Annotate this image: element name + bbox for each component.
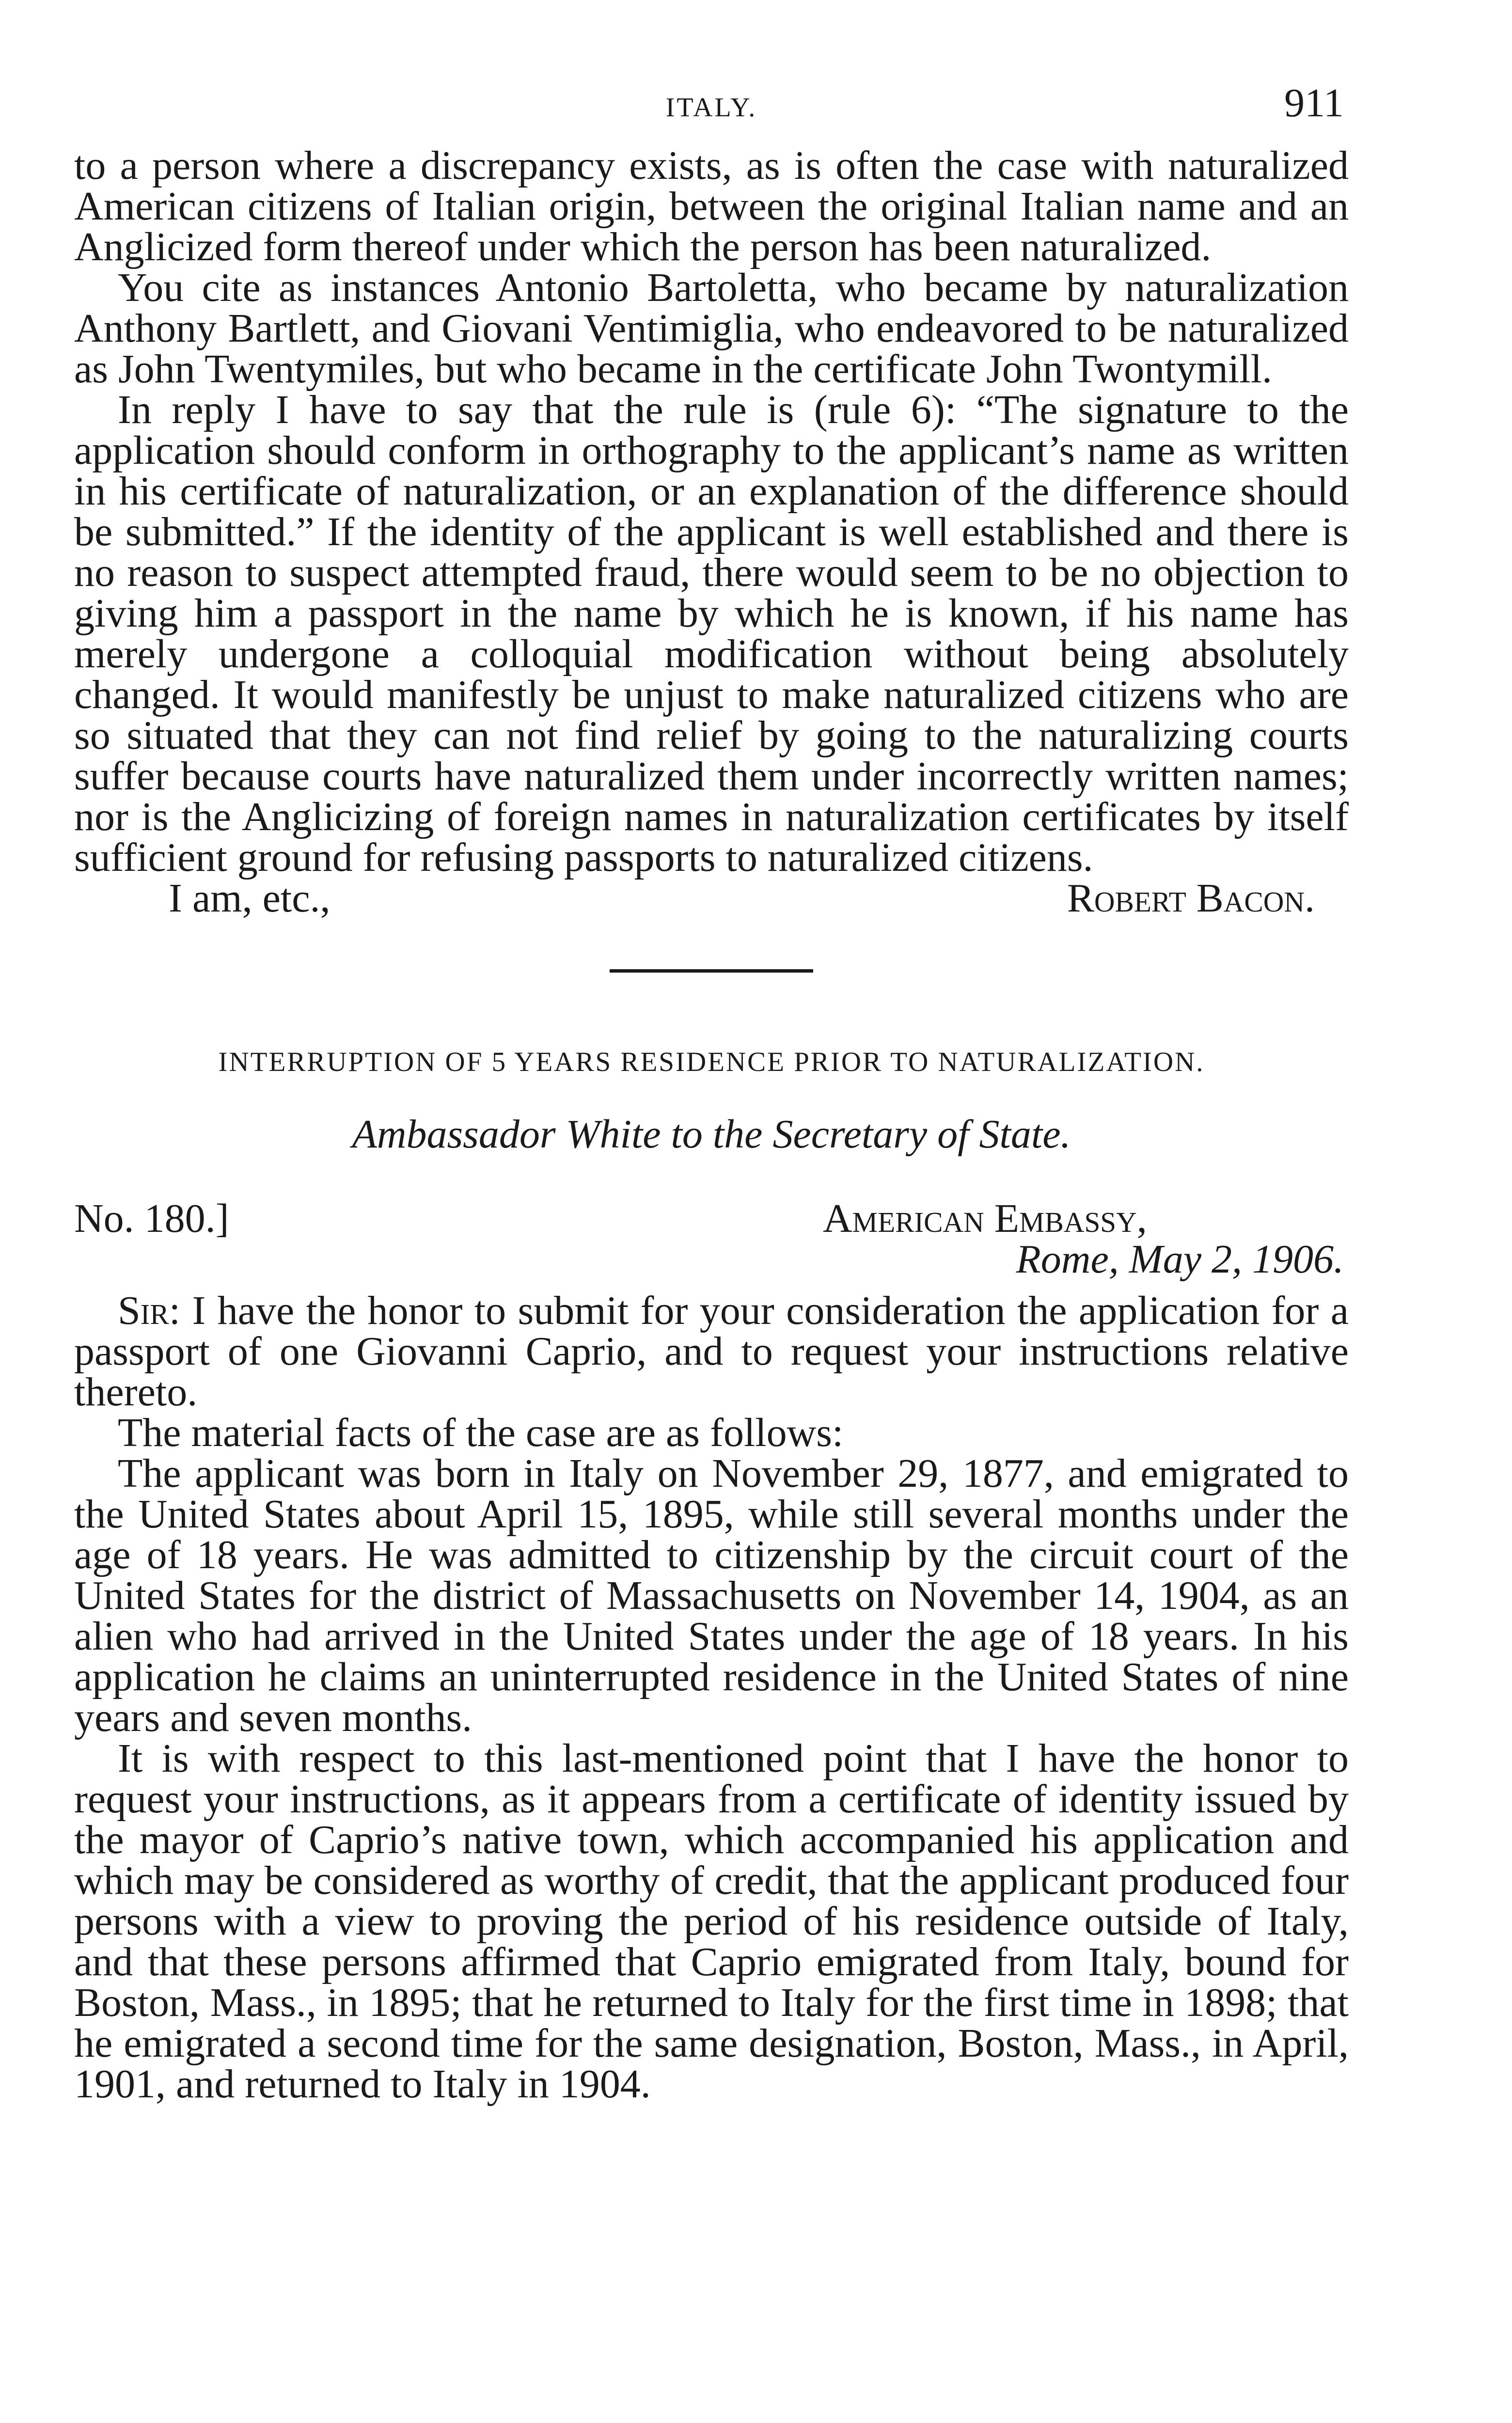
paragraph-salutation: [74, 1290, 1349, 1413]
section-divider: [610, 969, 813, 973]
section-heading: INTERRUPTION OF 5 YEARS RESIDENCE PRIOR TO NATURALIZATION.: [218, 1047, 1205, 1077]
running-head: [74, 78, 1349, 145]
paragraph-residence-question: It is with respect to this last-mentioned point that I have the honor to request your instructions, as it appears from a certificate of identity issued by the mayor of Caprio’s native town, which accompanied his application and which may be considered as worthy of credit, that the applicant produced four persons with a view to proving the period of his residence outside of Italy, and that these persons affirmed that Caprio emigrated from Italy, bound for Boston, Mass., in 1895; that he returned to Italy for the first time in 1898; that he emigrated a second time for the same designation, Boston, Mass., in April, 1901, and returned to Italy in 1904.: [74, 1736, 1349, 2107]
paragraph-applicant-history: The applicant was born in Italy on November 29, 1877, and emigrated to the United States about April 15, 1895, while still several months under the age of 18 years. He was admitted to citizenship by the circuit court of the United States for the district of Massachusetts on November 14, 1904, as an alien who had arrived in the United States under the age of 18 years. In his application he claims an uninterrupted residence in the United States of nine years and seven months.: [74, 1451, 1349, 1740]
paragraph-material-facts: The material facts of the case are as follows:: [118, 1410, 844, 1455]
embassy-name: American Embassy,: [823, 1196, 1147, 1241]
page-number: 911: [1284, 80, 1344, 126]
paragraph-instances: You cite as instances Antonio Bartoletta, who became by naturalization Anthony Bartlett, and Giovani Ventimiglia, who endeavored to be naturalized as John Twentymiles, but who became in the certificate John Twontymill.: [74, 265, 1349, 392]
paragraph-request: I have the honor to submit for your consideration the application for a passport of one Giovanni Caprio, and to request your instructions relative thereto.: [74, 1288, 1349, 1415]
dateline: [74, 1198, 1349, 1290]
document-number: No. 180.]: [74, 1196, 229, 1241]
letter-heading: Ambassador White to the Secretary of State.: [352, 1112, 1071, 1157]
complimentary-close: I am, etc.,: [169, 876, 331, 921]
closing-line: [74, 878, 1349, 919]
paragraph-continuation: to a person where a discrepancy exists, as is often the case with naturalized American citizens of Italian origin, between the original Italian name and an Anglicized form thereof under which the person has been naturalized.: [74, 143, 1349, 269]
running-title: ITALY.: [665, 93, 757, 123]
signature: Robert Bacon.: [1067, 876, 1315, 921]
place-date: Rome, May 2, 1906.: [1016, 1237, 1344, 1282]
salutation: Sir:: [118, 1288, 181, 1333]
paragraph-reply: In reply I have to say that the rule is (rule 6): “The signature to the application should conform in orthography to the applicant’s name as written in his certificate of naturalization, or an explanation of the difference should be submitted.” If the identity of the applicant is well established and there is no reason to suspect attempted fraud, there would seem to be no objection to giving him a passport in the name by which he is known, if his name has merely undergone a colloquial modification without being absolutely changed. It would manifestly be unjust to make naturalized citizens who are so situated that they can not find relief by going to the naturalizing courts suffer because courts have naturalized them under incorrectly written names; nor is the Anglicizing of foreign names in naturalization certificates by itself sufficient ground for refusing passports to naturalized citizens.: [74, 387, 1349, 880]
document-page: [74, 78, 1349, 2105]
